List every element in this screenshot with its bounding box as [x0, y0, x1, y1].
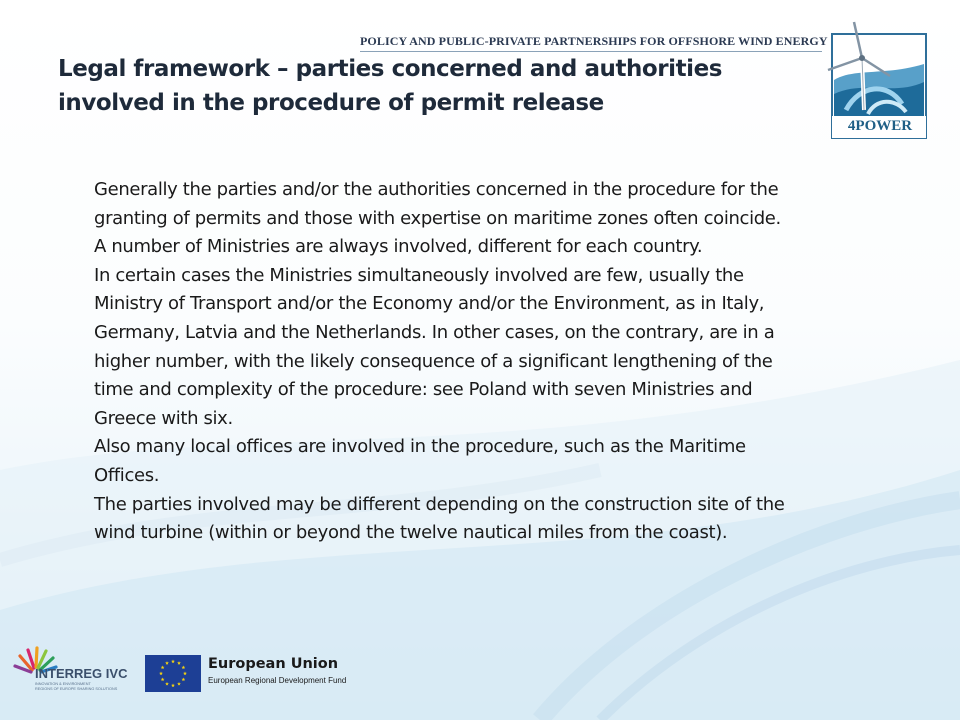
- interreg-name: INTERREG IVC: [35, 666, 128, 681]
- body-line: higher number, with the likely consequence of a significant lengthening of the: [94, 350, 773, 372]
- body-text: [94, 176, 914, 548]
- header-banner: POLICY AND PUBLIC-PRIVATE PARTNERSHIPS FOR OFFSHORE WIND ENERGY: [360, 34, 828, 48]
- interreg-tagline: INNOVATION & ENVIRONMENT: [35, 682, 91, 686]
- eu-fund: European Regional Development Fund: [208, 676, 347, 685]
- title-line: involved in the procedure of permit release: [58, 90, 604, 116]
- body-line: Also many local offices are involved in the procedure, such as the Maritime: [94, 436, 746, 458]
- body-line: wind turbine (within or beyond the twelve nautical miles from the coast).: [94, 522, 728, 544]
- eu-flag-icon: [145, 655, 201, 692]
- body-line: Generally the parties and/or the authorities concerned in the procedure for the: [94, 179, 779, 200]
- interreg-tagline: REGIONS OF EUROPE SHARING SOLUTIONS: [35, 687, 118, 691]
- body-line: A number of Ministries are always involved, different for each country.: [94, 236, 703, 258]
- body-line: The parties involved may be different depending on the construction site of the: [94, 493, 785, 515]
- body-line: In certain cases the Ministries simultaneously involved are few, usually the: [94, 264, 744, 286]
- eu-name: European Union: [208, 656, 339, 672]
- logo-caption: 4POWER: [847, 118, 913, 134]
- slide-title: [58, 52, 818, 120]
- body-line: Greece with six.: [94, 407, 233, 429]
- body-line: time and complexity of the procedure: see Poland with seven Ministries and: [94, 379, 753, 401]
- title-line: Legal framework – parties concerned and authorities: [58, 56, 722, 82]
- body-line: granting of permits and those with expertise on maritime zones often coincide.: [94, 207, 781, 229]
- body-line: Ministry of Transport and/or the Economy and/or the Environment, as in Italy,: [94, 293, 765, 315]
- body-line: Offices.: [94, 464, 160, 486]
- body-line: Germany, Latvia and the Netherlands. In other cases, on the contrary, are in a: [94, 321, 775, 343]
